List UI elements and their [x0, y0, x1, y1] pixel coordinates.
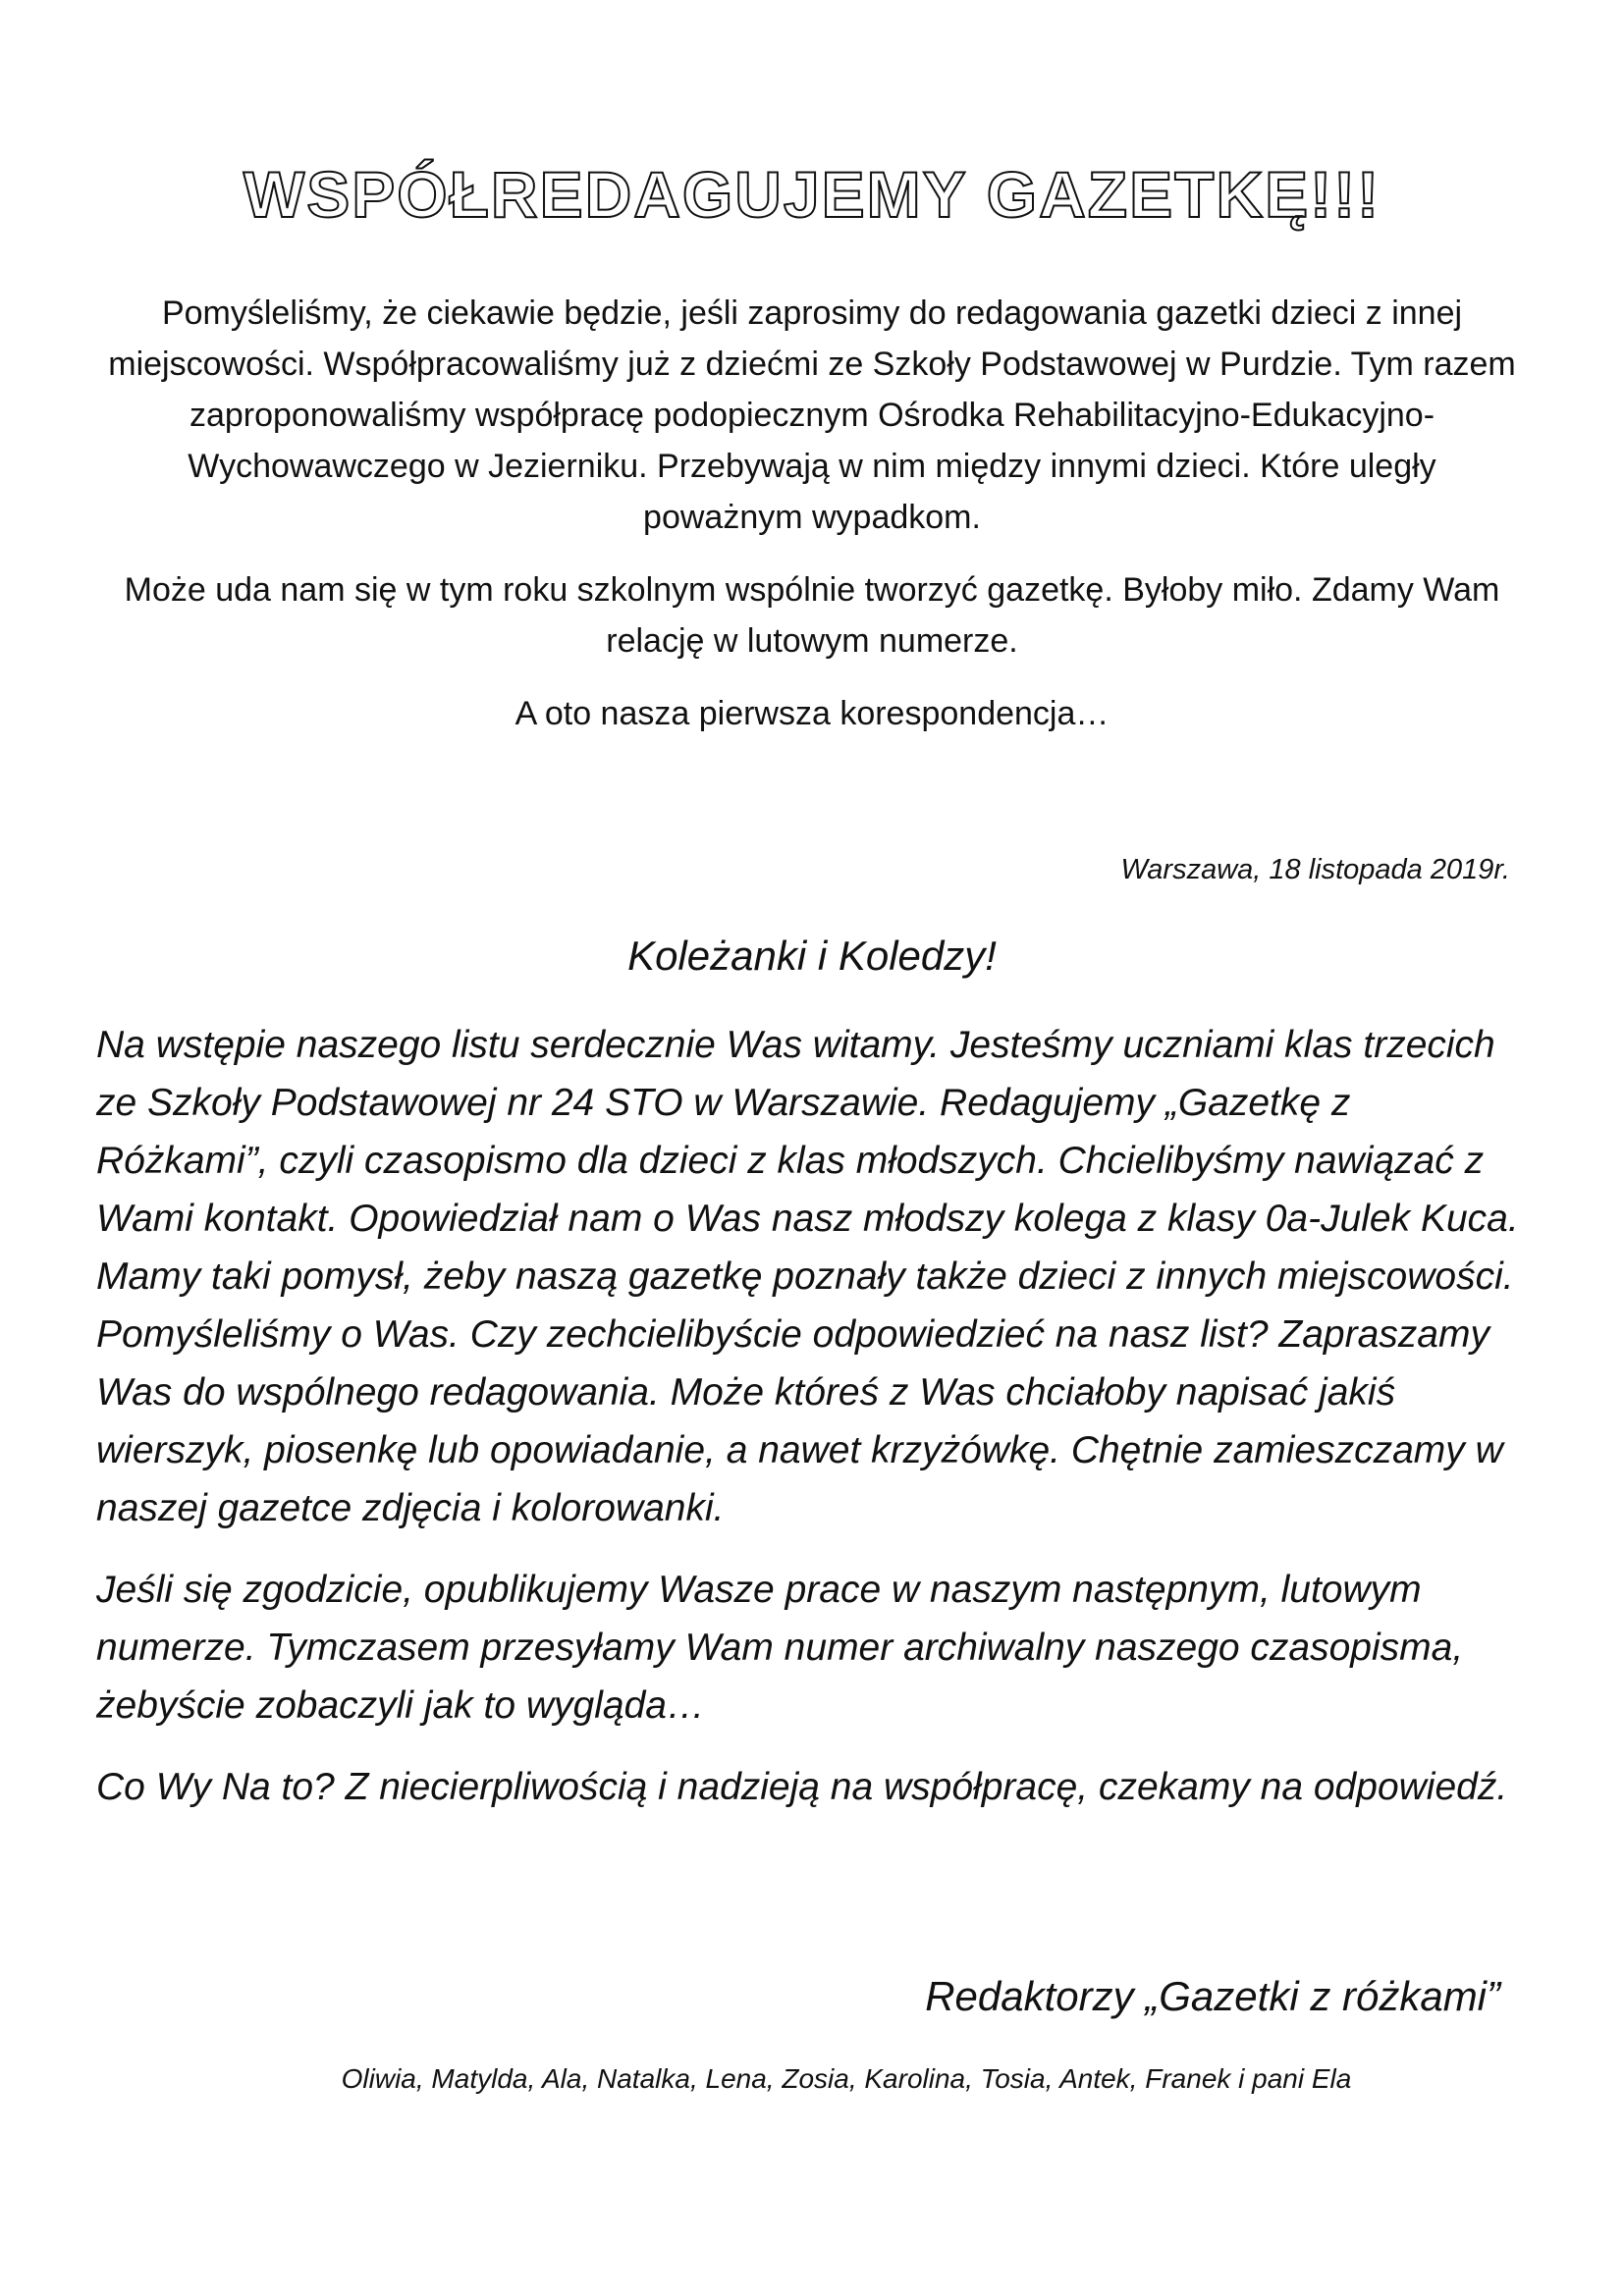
- intro-paragraph: A oto nasza pierwsza korespondencja…: [514, 695, 1110, 732]
- letter-paragraph: Jeśli się zgodzicie, opublikujemy Wasze prace w naszym następnym, lutowym numerze. Tymczasem przesyłamy Wam numer archiwalny naszego czasopisma, żebyście zobaczyli jak to wygląda…: [96, 1569, 1464, 1727]
- letter-place-date: Warszawa, 18 listopada 2019r.: [1120, 854, 1510, 885]
- intro-section: [108, 288, 1516, 761]
- letter-signature: Redaktorzy „Gazetki z różkami”: [925, 1973, 1500, 2019]
- letter-salutation: Koleżanki i Koledzy!: [627, 933, 997, 979]
- letter-paragraph: Na wstępie naszego listu serdecznie Was witamy. Jesteśmy uczniami klas trzecich ze Szkoły Podstawowej nr 24 STO w Warszawie. Redagujemy „Gazetkę z Różkami”, czyli czasopismo dla dzieci z klas młodszych. Chcielibyśmy nawiązać z Wami kontakt. Opowiedział nam o Was nasz młodszy kolega z klasy 0a-Julek Kuca. Mamy taki pomysł, żeby naszą gazetkę poznały także dzieci z innych miejscowości. Pomyśleliśmy o Was. Czy zechcielibyście odpowiedzieć na nasz list? Zapraszamy Was do wspólnego redagowania. Może któreś z Was chciałoby napisać jakiś wierszyk, piosenkę lub opowiadanie, a nawet krzyżówkę. Chętnie zamieszczamy w naszej gazetce zdjęcia i kolorowanki.: [96, 1024, 1519, 1529]
- intro-paragraph: Pomyśleliśmy, że ciekawie będzie, jeśli zaprosimy do redagowania gazetki dzieci z innej miejscowości. Współpracowaliśmy już z dziećmi ze Szkoły Podstawowej w Purdzie. Tym razem zaproponowaliśmy współpracę podopiecznym Ośrodka Rehabilitacyjno-Edukacyjno-Wychowawczego w Jezierniku. Przebywają w nim między innymi dzieci. Które uległy poważnym wypadkom.: [108, 294, 1516, 536]
- letter-paragraph: Co Wy Na to? Z niecierpliwością i nadzieją na współpracę, czekamy na odpowiedź.: [96, 1766, 1508, 1808]
- signatory-names: Oliwia, Matylda, Ala, Natalka, Lena, Zosia, Karolina, Tosia, Antek, Franek i pani Ela: [341, 2063, 1352, 2094]
- intro-paragraph: Może uda nam się w tym roku szkolnym wspólnie tworzyć gazetkę. Byłoby miło. Zdamy Wam relację w lutowym numerze.: [124, 571, 1500, 660]
- page-title: WSPÓŁREDAGUJEMY GAZETKĘ!!!: [243, 158, 1381, 231]
- letter-body: [96, 1016, 1530, 1840]
